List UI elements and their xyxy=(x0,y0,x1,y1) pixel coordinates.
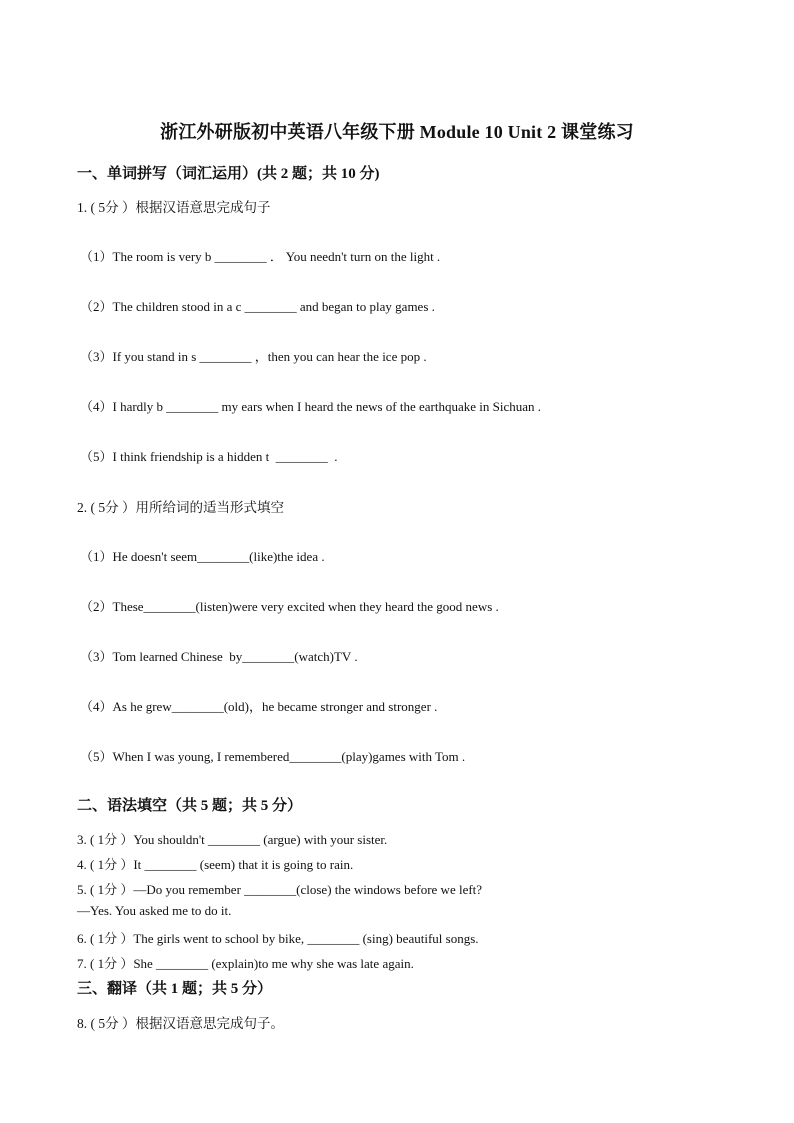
question-2-item: （3）Tom learned Chinese by________(watch)TV . xyxy=(80,649,358,664)
question-1-item: （4）I hardly b ________ my ears when I heard the news of the earthquake in Sichuan . xyxy=(80,399,542,414)
question-8-head: 8. ( 5分 ）根据汉语意思完成句子。 xyxy=(77,1016,284,1031)
grammar-question: 5. ( 1分 ）—Do you remember ________(close) the windows before we left? xyxy=(77,882,483,897)
question-1-item: （5）I think friendship is a hidden t ________ . xyxy=(80,449,338,464)
question-1-item: （2）The children stood in a c ________ and began to play games . xyxy=(80,299,435,314)
section-heading-spelling: 一、单词拼写（词汇运用）(共 2 题；共 10 分) xyxy=(77,166,380,182)
question-1-item: （1）The room is very b ________ ． You needn't turn on the light . xyxy=(80,249,441,264)
section-heading-grammar: 二、语法填空（共 5 题；共 5 分） xyxy=(77,798,303,814)
question-2-item: （2）These________(listen)were very excited when they heard the good news . xyxy=(80,599,499,614)
grammar-question: 3. ( 1分 ）You shouldn't ________ (argue) with your sister. xyxy=(77,832,388,847)
grammar-question: 6. ( 1分 ）The girls went to school by bike, ________ (sing) beautiful songs. xyxy=(77,931,479,946)
page-title: 浙江外研版初中英语八年级下册 Module 10 Unit 2 课堂练习 xyxy=(160,122,634,142)
section-heading-translation: 三、翻译（共 1 题；共 5 分） xyxy=(77,981,273,997)
grammar-answer-line: —Yes. You asked me to do it. xyxy=(77,903,232,918)
grammar-question: 7. ( 1分 ）She ________ (explain)to me why she was late again. xyxy=(77,956,414,971)
question-2-head: 2. ( 5分 ）用所给词的适当形式填空 xyxy=(77,500,284,515)
question-2-item: （4）As he grew________(old)，he became stronger and stronger . xyxy=(80,699,438,714)
question-1-head: 1. ( 5分 ）根据汉语意思完成句子 xyxy=(77,200,271,215)
question-2-item: （5）When I was young, I remembered________(play)games with Tom . xyxy=(80,749,466,764)
question-2-item: （1）He doesn't seem________(like)the idea . xyxy=(80,549,325,564)
grammar-question: 4. ( 1分 ）It ________ (seem) that it is going to rain. xyxy=(77,857,354,872)
question-1-item: （3）If you stand in s ________ ，then you can hear the ice pop . xyxy=(80,349,427,364)
